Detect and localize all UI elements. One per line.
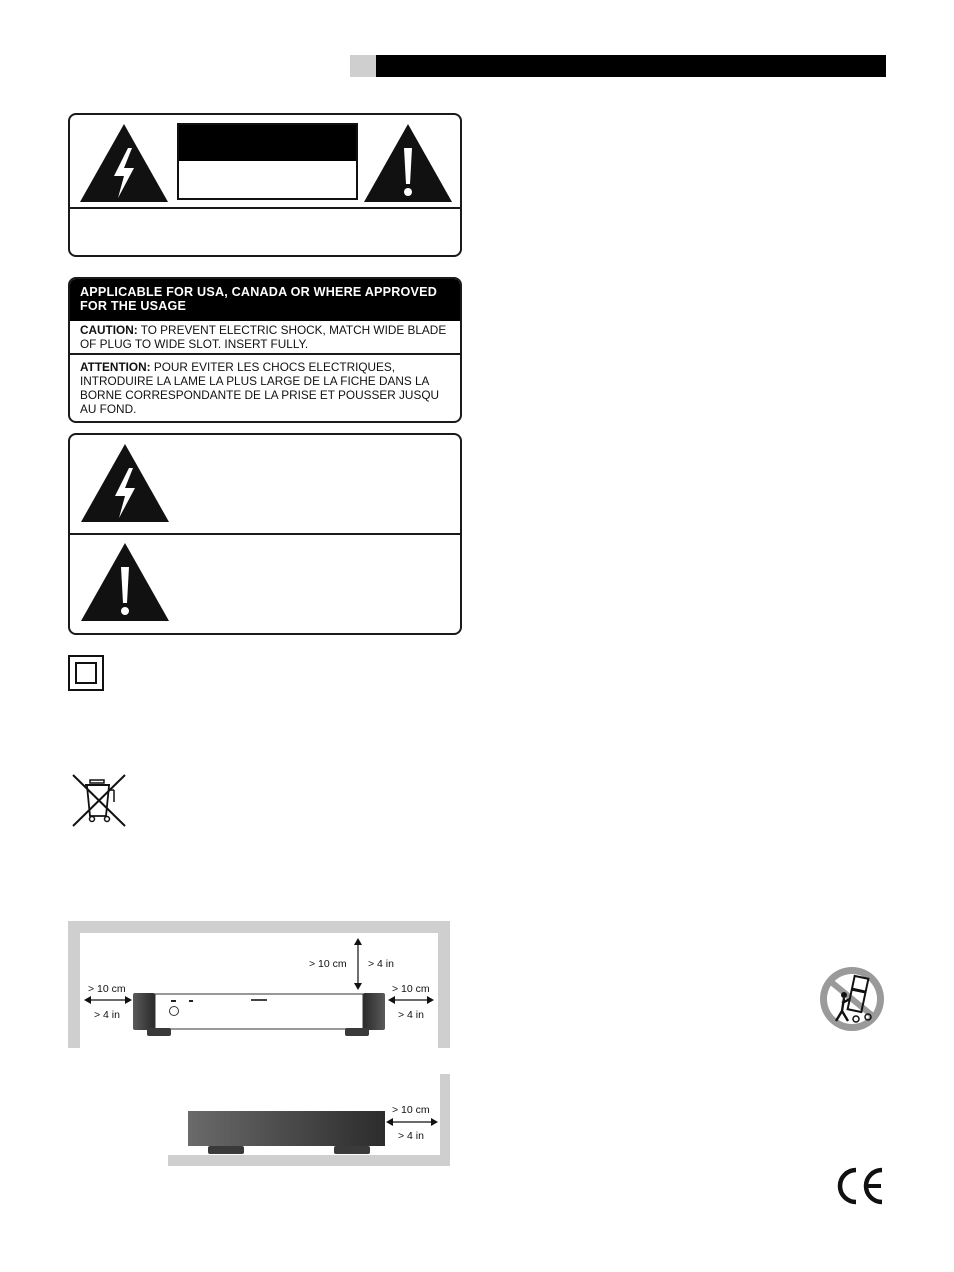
plug-caution-label: CAUTION:: [80, 323, 138, 337]
top-clearance-cm: > 10 cm: [309, 958, 347, 970]
plug-caution-text: TO PREVENT ELECTRIC SHOCK, MATCH WIDE BLADE OF PLUG TO WIDE SLOT. INSERT FULLY.: [80, 323, 447, 351]
left-clearance-cm: > 10 cm: [88, 983, 126, 995]
ce-mark-icon: [834, 1166, 888, 1206]
plug-attention-text: POUR EVITER LES CHOCS ELECTRIQUES, INTRODUIRE LA LAME LA PLUS LARGE DE LA FICHE DANS LA BORNE CORRESPONDANTE DE LA PRISE ET POUSSER JUSQU AU FOND.: [80, 360, 440, 416]
left-clearance-arrow: [84, 995, 132, 1005]
amplifier-front-illustration: [133, 990, 385, 1036]
rear-clearance-cm: > 10 cm: [392, 1104, 430, 1116]
cart-tip-warning-icon: [818, 965, 886, 1033]
header-accent: [350, 55, 376, 77]
rear-wall: [440, 1074, 450, 1166]
weee-crossed-bin-icon: [70, 772, 128, 828]
plug-notice-box: [68, 277, 462, 423]
exclamation-warning-icon: [362, 122, 454, 204]
caution-label-header: [179, 125, 356, 161]
right-clearance-cm: > 10 cm: [392, 983, 430, 995]
left-clearance-in: > 4 in: [94, 1009, 120, 1021]
high-voltage-warning-icon: [78, 122, 170, 204]
plug-caution-section: [70, 321, 460, 355]
right-clearance-arrow: [388, 995, 434, 1005]
plug-notice-heading: APPLICABLE FOR USA, CANADA OR WHERE APPROVED FOR THE USAGE: [70, 279, 460, 321]
rear-clearance-arrow: [386, 1117, 438, 1127]
exclamation-warning-icon: [79, 541, 171, 623]
floor-surface: [168, 1155, 450, 1166]
caution-box-divider: [68, 207, 462, 209]
plug-attention-section: [70, 355, 460, 421]
symbol-explanation-divider: [68, 533, 462, 535]
right-clearance-in: > 4 in: [398, 1009, 424, 1021]
double-insulation-inner: [75, 662, 97, 684]
rear-clearance-in: > 4 in: [398, 1130, 424, 1142]
amplifier-side-illustration: [188, 1111, 385, 1155]
plug-attention-label: ATTENTION:: [80, 360, 151, 374]
high-voltage-warning-icon: [79, 442, 171, 524]
top-clearance-in: > 4 in: [368, 958, 394, 970]
top-clearance-arrow: [352, 938, 364, 990]
header-bar: [376, 55, 886, 77]
